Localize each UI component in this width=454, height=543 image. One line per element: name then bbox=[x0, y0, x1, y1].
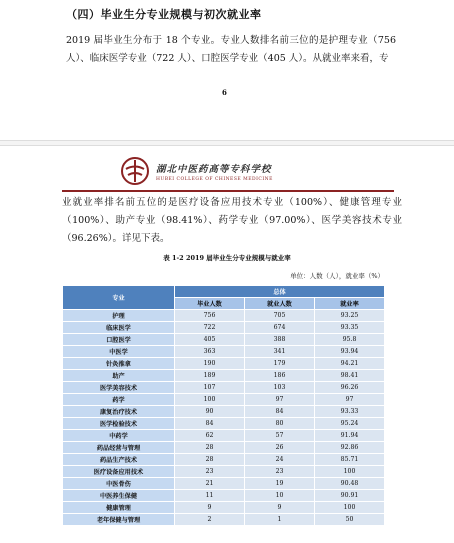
cell-employed: 179 bbox=[245, 358, 315, 370]
cell-employed: 23 bbox=[245, 466, 315, 478]
cell-employed: 1 bbox=[245, 514, 315, 526]
cell-major: 口腔医学 bbox=[63, 334, 175, 346]
header-employed: 就业人数 bbox=[245, 298, 315, 310]
cell-graduates: 23 bbox=[175, 466, 245, 478]
cell-graduates: 722 bbox=[175, 322, 245, 334]
cell-major: 助产 bbox=[63, 370, 175, 382]
cell-graduates: 190 bbox=[175, 358, 245, 370]
cell-rate: 85.71 bbox=[315, 454, 385, 466]
page-number: 6 bbox=[222, 88, 227, 97]
cell-graduates: 756 bbox=[175, 310, 245, 322]
cell-rate: 93.25 bbox=[315, 310, 385, 322]
table-row bbox=[63, 394, 385, 406]
table-row bbox=[63, 466, 385, 478]
cell-rate: 92.86 bbox=[315, 442, 385, 454]
document-page-bottom bbox=[0, 146, 454, 543]
header-group: 总体 bbox=[175, 286, 385, 298]
table-row bbox=[63, 478, 385, 490]
cell-graduates: 21 bbox=[175, 478, 245, 490]
cell-employed: 80 bbox=[245, 418, 315, 430]
cell-graduates: 363 bbox=[175, 346, 245, 358]
cell-employed: 9 bbox=[245, 502, 315, 514]
cell-graduates: 100 bbox=[175, 394, 245, 406]
school-name-block bbox=[156, 161, 273, 182]
cell-employed: 57 bbox=[245, 430, 315, 442]
header-graduates: 毕业人数 bbox=[175, 298, 245, 310]
cell-graduates: 90 bbox=[175, 406, 245, 418]
cell-major: 中医学 bbox=[63, 346, 175, 358]
cell-graduates: 11 bbox=[175, 490, 245, 502]
header-divider bbox=[62, 190, 394, 192]
body-paragraph: 业就业率排名前五位的是医疗设备应用技术专业（100%）、健康管理专业（100%）、助产专业（98.41%）、药学专业（97.00%）、医学美容技术专业（96.26%）。详见下表。 bbox=[62, 197, 402, 244]
table-row bbox=[63, 322, 385, 334]
cell-major: 健康管理 bbox=[63, 502, 175, 514]
unit-note: 单位：人数（人），就业率（%） bbox=[290, 272, 384, 280]
table-row bbox=[63, 358, 385, 370]
cell-rate: 90.48 bbox=[315, 478, 385, 490]
cell-employed: 388 bbox=[245, 334, 315, 346]
cell-employed: 24 bbox=[245, 454, 315, 466]
cell-graduates: 28 bbox=[175, 442, 245, 454]
cell-rate: 93.33 bbox=[315, 406, 385, 418]
table-row bbox=[63, 454, 385, 466]
cell-graduates: 62 bbox=[175, 430, 245, 442]
school-name-en: HUBEI COLLEGE OF CHINESE MEDICINE bbox=[156, 176, 273, 182]
cell-rate: 50 bbox=[315, 514, 385, 526]
cell-employed: 341 bbox=[245, 346, 315, 358]
cell-graduates: 189 bbox=[175, 370, 245, 382]
cell-rate: 98.41 bbox=[315, 370, 385, 382]
cell-major: 老年保健与管理 bbox=[63, 514, 175, 526]
cell-employed: 84 bbox=[245, 406, 315, 418]
cell-graduates: 28 bbox=[175, 454, 245, 466]
section-title: （四）毕业生分专业规模与初次就业率 bbox=[66, 8, 262, 21]
cell-employed: 186 bbox=[245, 370, 315, 382]
cell-employed: 103 bbox=[245, 382, 315, 394]
cell-major: 医学检验技术 bbox=[63, 418, 175, 430]
cell-major: 药品生产技术 bbox=[63, 454, 175, 466]
table-row bbox=[63, 370, 385, 382]
table-row bbox=[63, 514, 385, 526]
cell-major: 医疗设备应用技术 bbox=[63, 466, 175, 478]
cell-major: 药品经营与管理 bbox=[63, 442, 175, 454]
cell-rate: 93.94 bbox=[315, 346, 385, 358]
cell-major: 针灸推拿 bbox=[63, 358, 175, 370]
school-logo-icon bbox=[120, 156, 150, 186]
cell-employed: 705 bbox=[245, 310, 315, 322]
cell-graduates: 84 bbox=[175, 418, 245, 430]
header-rate: 就业率 bbox=[315, 298, 385, 310]
cell-rate: 100 bbox=[315, 466, 385, 478]
table-row bbox=[63, 346, 385, 358]
header-major: 专业 bbox=[63, 286, 175, 310]
employment-table bbox=[62, 285, 385, 526]
page-header bbox=[120, 154, 340, 188]
school-name-cn: 湖北中医药高等专科学校 bbox=[156, 163, 272, 175]
cell-rate: 97 bbox=[315, 394, 385, 406]
cell-graduates: 107 bbox=[175, 382, 245, 394]
table-row bbox=[63, 406, 385, 418]
cell-graduates: 2 bbox=[175, 514, 245, 526]
cell-major: 药学 bbox=[63, 394, 175, 406]
table-body bbox=[63, 310, 385, 526]
intro-paragraph: 2019 届毕业生分布于 18 个专业。专业人数排名前三位的是护理专业（756 人）、临床医学专业（722 人）、口腔医学专业（405 人）。从就业率来看，专 bbox=[66, 35, 396, 64]
table-row bbox=[63, 442, 385, 454]
cell-major: 康复治疗技术 bbox=[63, 406, 175, 418]
cell-employed: 19 bbox=[245, 478, 315, 490]
cell-major: 临床医学 bbox=[63, 322, 175, 334]
cell-rate: 100 bbox=[315, 502, 385, 514]
table-row bbox=[63, 430, 385, 442]
cell-graduates: 405 bbox=[175, 334, 245, 346]
cell-rate: 91.94 bbox=[315, 430, 385, 442]
cell-major: 中医养生保健 bbox=[63, 490, 175, 502]
cell-major: 护理 bbox=[63, 310, 175, 322]
table-row bbox=[63, 310, 385, 322]
cell-major: 中药学 bbox=[63, 430, 175, 442]
cell-rate: 90.91 bbox=[315, 490, 385, 502]
cell-major: 医学美容技术 bbox=[63, 382, 175, 394]
cell-employed: 26 bbox=[245, 442, 315, 454]
table-caption: 表 1-2 2019 届毕业生分专业规模与就业率 bbox=[163, 254, 291, 262]
cell-rate: 95.8 bbox=[315, 334, 385, 346]
cell-rate: 93.35 bbox=[315, 322, 385, 334]
table-row bbox=[63, 382, 385, 394]
cell-major: 中医骨伤 bbox=[63, 478, 175, 490]
cell-rate: 95.24 bbox=[315, 418, 385, 430]
table-row bbox=[63, 334, 385, 346]
cell-employed: 97 bbox=[245, 394, 315, 406]
cell-employed: 10 bbox=[245, 490, 315, 502]
document-page-top bbox=[0, 0, 454, 140]
cell-rate: 96.26 bbox=[315, 382, 385, 394]
table-row bbox=[63, 502, 385, 514]
table-row bbox=[63, 490, 385, 502]
table-row bbox=[63, 418, 385, 430]
cell-employed: 674 bbox=[245, 322, 315, 334]
cell-graduates: 9 bbox=[175, 502, 245, 514]
cell-rate: 94.21 bbox=[315, 358, 385, 370]
